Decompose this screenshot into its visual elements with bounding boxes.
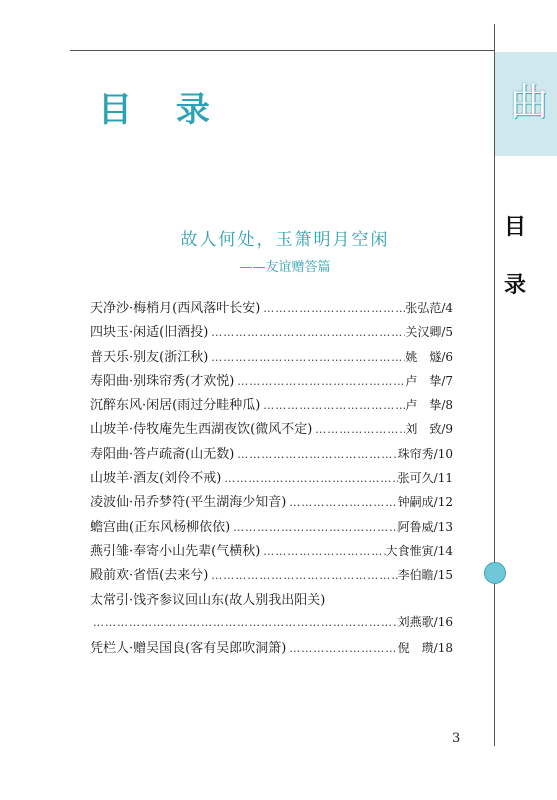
- toc-entry-author-page: 珠帘秀/10: [397, 446, 453, 461]
- toc-entry[interactable]: [90, 370, 453, 394]
- section-marker-dot: [484, 562, 506, 584]
- toc-leader: [234, 448, 397, 461]
- toc-entry-title: 燕引雏·奉寄小山先辈(气横秋): [90, 543, 261, 559]
- toc-entry-author-page: 刘 致/9: [405, 422, 453, 437]
- toc-entry-continuation[interactable]: [90, 613, 453, 637]
- toc-entry-author-page: 张可久/11: [397, 471, 453, 486]
- toc-entry[interactable]: [90, 540, 453, 564]
- toc-entry-author-page: 卢 挚/8: [405, 398, 453, 413]
- toc-entry-title: 凌波仙·吊乔梦符(平生湖海少知音): [90, 495, 287, 511]
- page-title: 目 录: [98, 90, 226, 130]
- toc-entry[interactable]: [90, 637, 453, 661]
- toc-entry[interactable]: [90, 467, 453, 491]
- toc-entry-author-page: 阿鲁威/13: [397, 519, 453, 534]
- toc-leader: [286, 496, 397, 509]
- toc-entry[interactable]: [90, 589, 453, 613]
- toc-leader: [208, 351, 405, 364]
- section-subheading: ——友谊赠答篇: [239, 260, 331, 275]
- top-rule: [70, 50, 495, 51]
- toc-entry-author-page: 关汉卿/5: [405, 325, 453, 340]
- toc-entry[interactable]: [90, 394, 453, 418]
- toc-leader: [260, 545, 385, 558]
- toc-leader: [312, 423, 405, 436]
- toc-leader: [208, 569, 397, 582]
- toc-entry-title: 普天乐·别友(浙江秋): [90, 349, 209, 365]
- toc-entry-title: 寿阳曲·答卢疏斋(山无数): [90, 446, 235, 462]
- toc-leader: [286, 642, 397, 655]
- toc-entry[interactable]: [90, 321, 453, 345]
- toc-entry-title: 太常引·饯齐参议回山东(故人别我出阳关): [90, 592, 326, 608]
- toc-entry-title: 山坡羊·酒友(刘伶不戒): [90, 471, 222, 487]
- toc-entry[interactable]: [90, 418, 453, 442]
- section-heading: 故人何处，玉箫明月空闲: [180, 230, 390, 250]
- toc-entry[interactable]: [90, 516, 453, 540]
- toc-entry[interactable]: [90, 564, 453, 588]
- toc-entry-author-page: 倪 瓒/18: [397, 641, 453, 656]
- toc-leader: [221, 472, 397, 485]
- toc-entry-author-page: 张弘范/4: [405, 301, 453, 315]
- toc-leader: [90, 616, 398, 629]
- toc-entry-title: 沉醉东风·闲居(雨过分畦种瓜): [90, 398, 261, 414]
- toc-entry-title: 寿阳曲·别珠帘秀(才欢悦): [90, 373, 235, 389]
- toc-entry[interactable]: [90, 346, 453, 370]
- page-number: 3: [452, 731, 461, 746]
- toc-entry-title: 蟾宫曲(正东风杨柳依依): [90, 519, 231, 535]
- toc-leader: [230, 521, 398, 534]
- toc-entry-title: 殿前欢·省悟(去来兮): [90, 568, 209, 584]
- toc-entry[interactable]: [90, 297, 453, 321]
- chapter-tab-glyph: 曲: [510, 80, 549, 124]
- toc-leader: [260, 302, 405, 315]
- toc-leader: [208, 326, 405, 339]
- toc-entry-author-page: 李伯瞻/15: [397, 568, 453, 583]
- toc-entry-author-page: 卢 挚/7: [405, 373, 453, 388]
- toc-entry-title: 天净沙·梅梢月(西风落叶长安): [90, 301, 261, 316]
- toc-entry[interactable]: [90, 491, 453, 515]
- toc-entry-title: 山坡羊·侍牧庵先生西湖夜饮(微风不定): [90, 422, 313, 438]
- table-of-contents: [90, 297, 453, 661]
- toc-entry-author-page: 姚 燧/6: [405, 349, 453, 364]
- toc-entry-author-page: 刘燕歌/16: [397, 614, 453, 629]
- toc-entry-title: 四块玉·闲适(旧酒投): [90, 325, 209, 341]
- side-title: 目录: [503, 214, 526, 298]
- toc-entry-author-page: 大食惟寅/14: [385, 543, 453, 558]
- toc-entry[interactable]: [90, 443, 453, 467]
- toc-entry-author-page: 钟嗣成/12: [397, 495, 453, 510]
- toc-leader: [234, 375, 405, 388]
- toc-entry-title: 凭栏人·赠吴国良(客有吴郎吹洞箫): [90, 641, 287, 657]
- toc-leader: [260, 399, 405, 412]
